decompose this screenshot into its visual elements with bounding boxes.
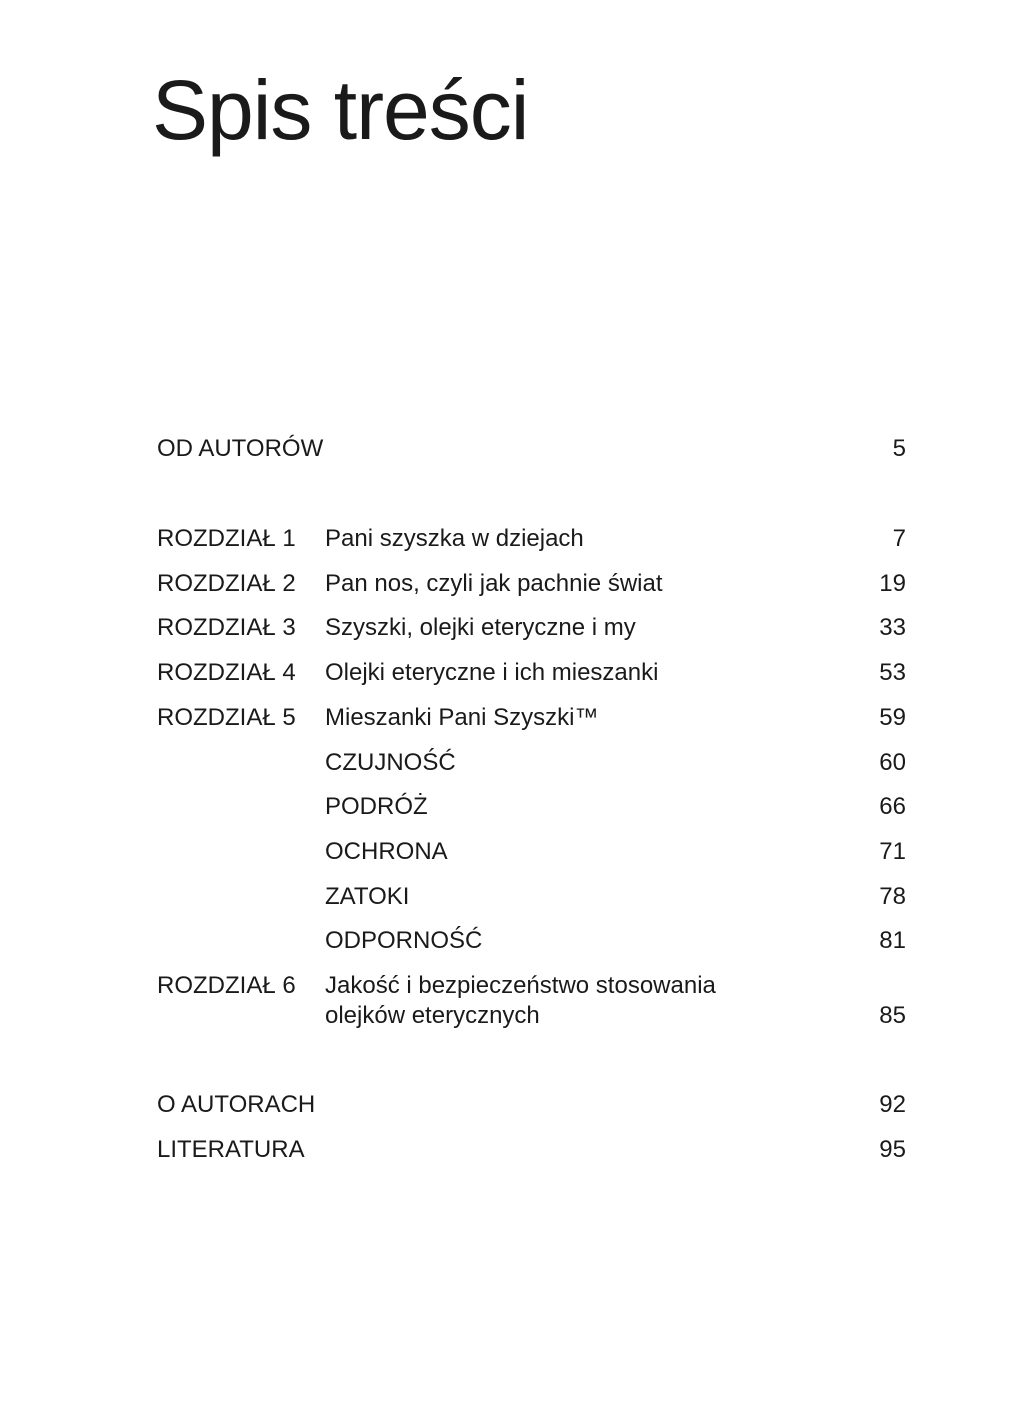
toc-entry-title-line-1: Jakość i bezpieczeństwo stosowania [325,972,716,999]
toc-entry-page: 59 [879,704,906,731]
toc-entry-rozdzial-1[interactable] [157,524,906,554]
toc-entry-label: ROZDZIAŁ 4 [157,659,296,686]
toc-entry-page: 85 [879,1002,906,1029]
toc-entry-czujnosc[interactable] [157,748,906,778]
toc-entry-label: ROZDZIAŁ 1 [157,525,296,552]
toc-entry-page: 53 [879,659,906,686]
toc-entry-label: ROZDZIAŁ 2 [157,570,296,597]
toc-entry-page: 33 [879,614,906,641]
toc-entry-rozdzial-3[interactable] [157,613,906,643]
toc-entry-page: 7 [892,525,906,552]
toc-entry-rozdzial-2[interactable] [157,569,906,599]
toc-entry-title: CZUJNOŚĆ [325,749,456,776]
toc-entry-page: 60 [879,749,906,776]
toc-entry-podroz[interactable] [157,792,906,822]
toc-entry-literatura[interactable] [157,1135,906,1165]
toc-entry-page: 66 [879,793,906,820]
toc-entry-label: ROZDZIAŁ 6 [157,972,296,999]
toc-entry-page: 81 [879,927,906,954]
toc-entry-title: Mieszanki Pani Szyszki™ [325,704,599,731]
toc-entry-title: ZATOKI [325,883,410,910]
toc-entry-page: 19 [879,570,906,597]
toc-entry-title: OCHRONA [325,838,448,865]
toc-entry-rozdzial-4[interactable] [157,658,906,688]
toc-entry-title: Pani szyszka w dziejach [325,525,584,552]
toc-entry-label: ROZDZIAŁ 3 [157,614,296,641]
toc-entry-title: PODRÓŻ [325,793,428,820]
toc-entry-title: Olejki eteryczne i ich mieszanki [325,659,659,686]
toc-entry-title-line-2: olejków eterycznych [325,1002,540,1029]
toc-entry-label: O AUTORACH [157,1091,316,1118]
toc-entry-page: 95 [879,1136,906,1163]
toc-entry-label: ROZDZIAŁ 5 [157,704,296,731]
toc-entry-rozdzial-6[interactable] [157,971,906,1031]
toc-entry-ochrona[interactable] [157,837,906,867]
toc-entry-o-autorach[interactable] [157,1090,906,1120]
toc-entry-page: 71 [879,838,906,865]
toc-entry-page: 92 [879,1091,906,1118]
toc-entry-label: LITERATURA [157,1136,305,1163]
toc-entry-od-autorow[interactable] [157,434,906,464]
toc-entry-rozdzial-5[interactable] [157,703,906,733]
toc-entry-page: 78 [879,883,906,910]
toc-entry-zatoki[interactable] [157,882,906,912]
toc-entry-label: OD AUTORÓW [157,435,324,462]
toc-entry-title: ODPORNOŚĆ [325,927,483,954]
toc-entry-title: Szyszki, olejki eteryczne i my [325,614,636,641]
toc-entry-odpornosc[interactable] [157,926,906,956]
page-title: Spis treści [152,63,529,157]
toc-entry-title: Pan nos, czyli jak pachnie świat [325,570,663,597]
toc-entry-page: 5 [892,435,906,462]
